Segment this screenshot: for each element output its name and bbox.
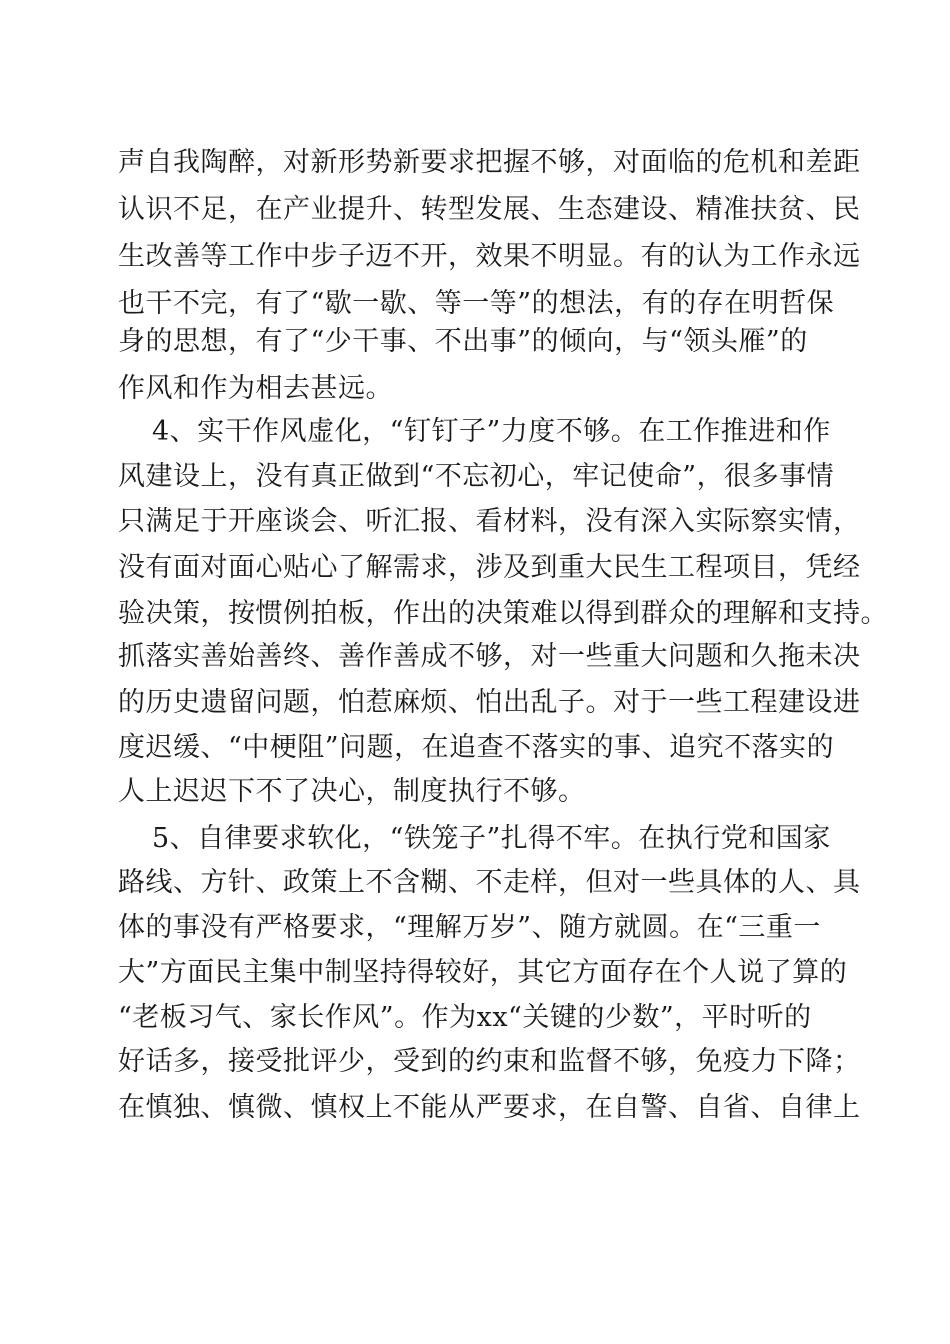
text-line: 生改善等工作中步子迈不开，效果不明显。有的认为工作永远 — [118, 241, 861, 272]
text-line: 抓落实善始善终、善作善成不够，对一些重大问题和久拖未决 — [118, 641, 861, 672]
text-line: 身的思想，有了“少干事、不出事”的倾向，与“领头雁”的 — [118, 326, 808, 357]
text-line: 风建设上，没有真正做到“不忘初心，牢记使命”，很多事情 — [118, 461, 835, 492]
text-line: 作风和作为相去甚远。 — [118, 373, 393, 404]
text-line: 路线、方针、政策上不含糊、不走样，但对一些具体的人、具 — [118, 867, 861, 898]
text-line: 度迟缓、“中梗阻”问题，在追查不落实的事、追究不落实的 — [118, 732, 835, 763]
text-line: 没有面对面心贴心了解需求，涉及到重大民生工程项目，凭经 — [118, 552, 861, 583]
text-line: 只满足于开座谈会、听汇报、看材料，没有深入实际察实情， — [118, 506, 861, 537]
text-line: 体的事没有严格要求，“理解万岁”、随方就圆。在“三重一 — [118, 912, 821, 943]
paragraph-heading-4: 4、实干作风虚化，“钉钉子”力度不够。在工作推进和作 — [152, 416, 831, 447]
text-line: 验决策，按惯例拍板，作出的决策难以得到群众的理解和支持。 — [118, 598, 888, 629]
text-line: 好话多，接受批评少，受到的约束和监督不够，免疫力下降； — [118, 1046, 861, 1077]
text-line: 声自我陶醉，对新形势新要求把握不够，对面临的危机和差距 — [118, 147, 861, 178]
text-line: 大”方面民主集中制坚持得较好，其它方面存在个人说了算的 — [118, 957, 848, 988]
text-line: “老板习气、家长作风”。作为xx“关键的少数”，平时听的 — [118, 1002, 812, 1033]
paragraph-heading-5: 5、自律要求软化，“铁笼子”扎得不牢。在执行党和国家 — [152, 823, 831, 854]
text-line: 也干不完，有了“歇一歇、等一等”的想法，有的存在明哲保 — [118, 288, 835, 319]
text-line: 人上迟迟下不了决心，制度执行不够。 — [118, 776, 586, 807]
text-line: 的历史遗留问题，怕惹麻烦、怕出乱子。对于一些工程建设进 — [118, 687, 861, 718]
text-line: 在慎独、慎微、慎权上不能从严要求，在自警、自省、自律上 — [118, 1092, 861, 1123]
text-line: 认识不足，在产业提升、转型发展、生态建设、精准扶贫、民 — [118, 194, 861, 225]
